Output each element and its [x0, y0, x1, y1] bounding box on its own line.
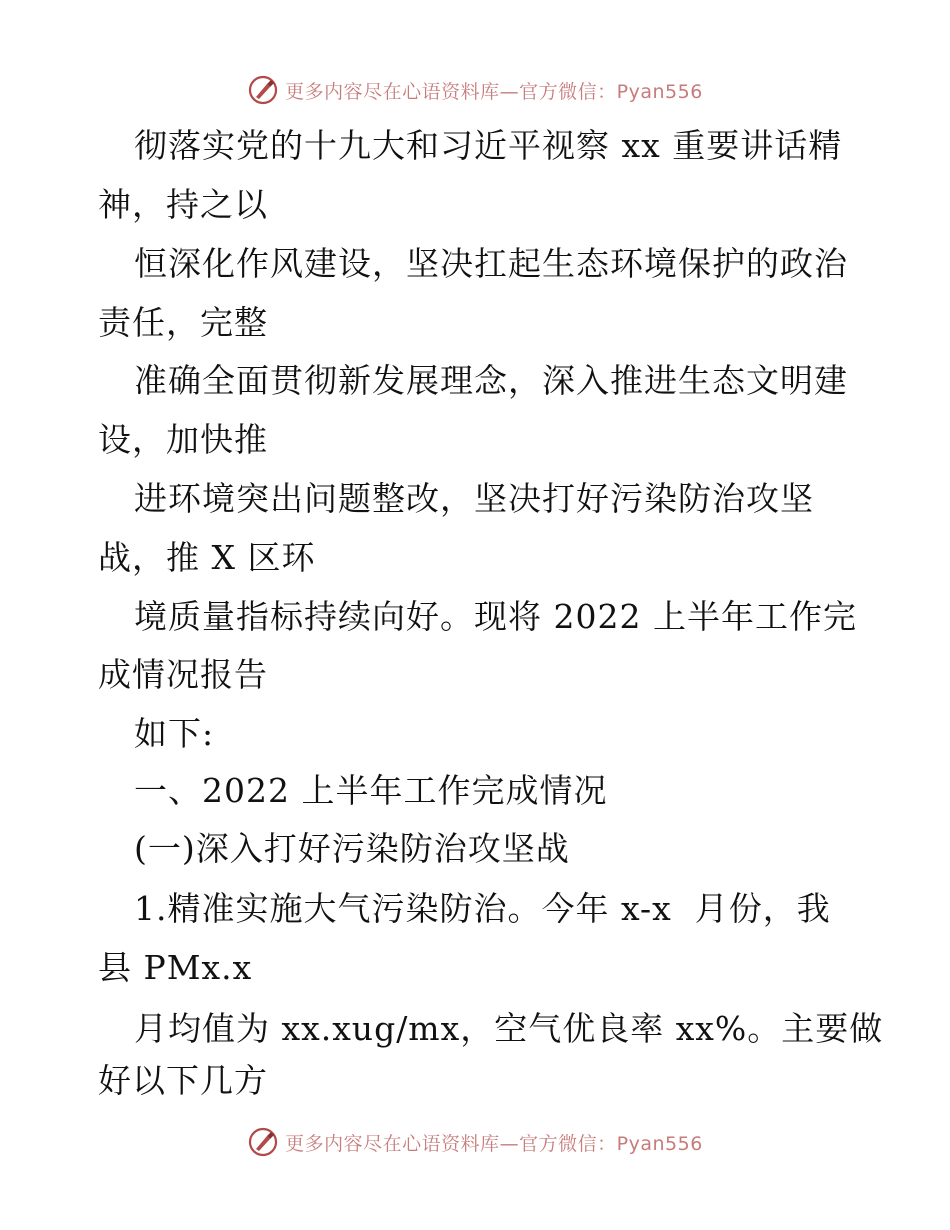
- text-line: 月均值为 xx.xug/mx，空气优良率 xx%。主要做: [134, 1009, 884, 1048]
- watermark-text: 更多内容尽在心语资料库—官方微信：Pyan556: [285, 1132, 703, 1155]
- text-line: 准确全面贯彻新发展理念，深入推进生态文明建: [134, 361, 848, 400]
- text-line: 彻落实党的十九大和习近平视察 xx 重要讲话精: [134, 126, 843, 165]
- text-line: 县 PMx.x: [98, 948, 253, 987]
- text-line: 进环境突出问题整改，坚决打好污染防治攻坚: [134, 479, 814, 518]
- pen-logo-icon: [247, 74, 279, 106]
- text-line: 恒深化作风建设，坚决扛起生态环境保护的政治: [134, 244, 848, 283]
- pen-logo-icon: [247, 1126, 279, 1158]
- text-line: 如下:: [134, 714, 215, 753]
- text-line: 成情况报告: [98, 655, 268, 694]
- text-line: 设，加快推: [98, 420, 268, 459]
- subsection-heading: (一)深入打好污染防治攻坚战: [134, 829, 570, 868]
- watermark-text: 更多内容尽在心语资料库—官方微信：Pyan556: [285, 80, 703, 103]
- text-line: 战，推 X 区环: [98, 538, 316, 577]
- text-line: 神，持之以: [98, 185, 268, 224]
- text-line: 好以下几方: [98, 1061, 268, 1100]
- text-line: 责任，完整: [98, 303, 268, 342]
- text-line: 境质量指标持续向好。现将 2022 上半年工作完: [134, 597, 857, 636]
- watermark-footer: [0, 1126, 950, 1158]
- section-heading: 一、2022 上半年工作完成情况: [134, 771, 608, 810]
- text-line: 1.精准实施大气污染防治。今年 x-x 月份，我: [134, 889, 831, 928]
- watermark-header: [0, 74, 950, 106]
